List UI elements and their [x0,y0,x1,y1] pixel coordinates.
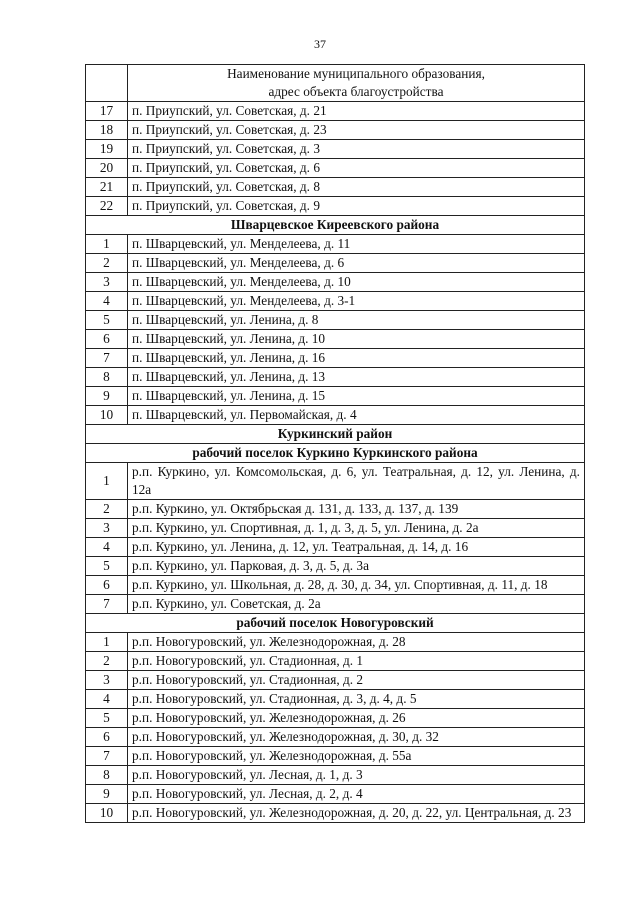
row-address: п. Приупский, ул. Советская, д. 6 [128,159,585,178]
table-row [86,197,585,216]
row-address: р.п. Куркино, ул. Спортивная, д. 1, д. 3, д. 5, ул. Ленина, д. 2а [128,519,585,538]
table-row [86,538,585,557]
row-address: р.п. Новогуровский, ул. Железнодорожная, д. 30, д. 32 [128,728,585,747]
row-number: 10 [86,406,128,425]
row-number: 3 [86,671,128,690]
table-row [86,595,585,614]
row-number: 22 [86,197,128,216]
table-row [86,709,585,728]
table-row [86,785,585,804]
row-address: п. Шварцевский, ул. Ленина, д. 16 [128,349,585,368]
row-number: 20 [86,159,128,178]
section-row [86,614,585,633]
row-number: 2 [86,652,128,671]
section-row [86,216,585,235]
table-row [86,102,585,121]
table-row [86,235,585,254]
row-number: 17 [86,102,128,121]
section-row [86,425,585,444]
row-number: 3 [86,273,128,292]
row-number: 1 [86,235,128,254]
table-row [86,387,585,406]
table-row [86,671,585,690]
row-number: 8 [86,766,128,785]
table-row [86,178,585,197]
row-address: р.п. Куркино, ул. Советская, д. 2а [128,595,585,614]
table-row [86,330,585,349]
row-address: п. Шварцевский, ул. Ленина, д. 8 [128,311,585,330]
row-address: п. Шварцевский, ул. Менделеева, д. 3-1 [128,292,585,311]
table-row [86,519,585,538]
section-heading-kurkino: рабочий поселок Куркино Куркинского района [86,444,585,463]
row-number: 4 [86,690,128,709]
table-row [86,690,585,709]
page-number: 37 [314,37,326,51]
row-number: 5 [86,311,128,330]
row-address: р.п. Новогуровский, ул. Стадионная, д. 2 [128,671,585,690]
row-number: 1 [86,633,128,652]
row-number: 9 [86,785,128,804]
row-address: п. Шварцевский, ул. Ленина, д. 15 [128,387,585,406]
table-row [86,766,585,785]
row-address: п. Приупский, ул. Советская, д. 21 [128,102,585,121]
table-row [86,652,585,671]
section-heading-kurkinsky: Куркинский район [86,425,585,444]
section-row [86,444,585,463]
row-number: 21 [86,178,128,197]
row-number: 1 [86,463,128,500]
row-address: п. Приупский, ул. Советская, д. 3 [128,140,585,159]
row-address: р.п. Новогуровский, ул. Лесная, д. 1, д. 3 [128,766,585,785]
row-address: р.п. Новогуровский, ул. Стадионная, д. 1 [128,652,585,671]
table-row [86,633,585,652]
row-number: 19 [86,140,128,159]
section-heading-shvartsevskoe: Шварцевское Киреевского района [86,216,585,235]
row-address: р.п. Куркино, ул. Ленина, д. 12, ул. Театральная, д. 14, д. 16 [128,538,585,557]
row-address: п. Шварцевский, ул. Менделеева, д. 10 [128,273,585,292]
row-number: 3 [86,519,128,538]
row-number: 6 [86,728,128,747]
row-number: 5 [86,557,128,576]
row-address: р.п. Куркино, ул. Школьная, д. 28, д. 30, д. 34, ул. Спортивная, д. 11, д. 18 [128,576,585,595]
table-row [86,804,585,823]
header-line-2: адрес объекта благоустройства [268,84,444,99]
table-row [86,406,585,425]
row-address: р.п. Новогуровский, ул. Стадионная, д. 3, д. 4, д. 5 [128,690,585,709]
row-address: п. Шварцевский, ул. Ленина, д. 13 [128,368,585,387]
row-address: п. Приупский, ул. Советская, д. 8 [128,178,585,197]
table-row [86,368,585,387]
row-address: п. Шварцевский, ул. Первомайская, д. 4 [128,406,585,425]
header-number-cell [86,65,128,102]
table-row [86,292,585,311]
table-row [86,273,585,292]
row-number: 9 [86,387,128,406]
table-row [86,349,585,368]
row-address: п. Шварцевский, ул. Ленина, д. 10 [128,330,585,349]
table-header-row [86,65,585,102]
row-address: р.п. Новогуровский, ул. Железнодорожная, д. 20, д. 22, ул. Центральная, д. 23 [128,804,585,823]
address-table [85,64,585,823]
table-row [86,576,585,595]
table-row [86,121,585,140]
row-number: 6 [86,330,128,349]
row-number: 7 [86,349,128,368]
row-number: 7 [86,747,128,766]
table-row [86,159,585,178]
table-row [86,500,585,519]
header-title-cell [128,65,585,102]
table-row [86,140,585,159]
row-number: 18 [86,121,128,140]
table-row [86,747,585,766]
row-number: 4 [86,292,128,311]
row-address: р.п. Куркино, ул. Комсомольская, д. 6, ул. Театральная, д. 12, ул. Ленина, д. 12а [128,463,585,500]
row-number: 6 [86,576,128,595]
row-number: 8 [86,368,128,387]
row-address: р.п. Новогуровский, ул. Железнодорожная, д. 28 [128,633,585,652]
row-address: п. Приупский, ул. Советская, д. 23 [128,121,585,140]
row-number: 7 [86,595,128,614]
section-heading-novogurovsky: рабочий поселок Новогуровский [86,614,585,633]
row-number: 5 [86,709,128,728]
row-address: п. Шварцевский, ул. Менделеева, д. 6 [128,254,585,273]
row-address: р.п. Новогуровский, ул. Железнодорожная, д. 26 [128,709,585,728]
table-row [86,557,585,576]
row-address: п. Шварцевский, ул. Менделеева, д. 11 [128,235,585,254]
row-address: р.п. Новогуровский, ул. Лесная, д. 2, д. 4 [128,785,585,804]
table-row [86,463,585,500]
table-row [86,254,585,273]
row-number: 10 [86,804,128,823]
row-address: р.п. Новогуровский, ул. Железнодорожная, д. 55а [128,747,585,766]
row-number: 2 [86,254,128,273]
table-row [86,728,585,747]
row-number: 2 [86,500,128,519]
row-number: 4 [86,538,128,557]
header-line-1: Наименование муниципального образования, [227,66,485,81]
row-address: п. Приупский, ул. Советская, д. 9 [128,197,585,216]
table-row [86,311,585,330]
row-address: р.п. Куркино, ул. Парковая, д. 3, д. 5, д. 3а [128,557,585,576]
row-address: р.п. Куркино, ул. Октябрьская д. 131, д. 133, д. 137, д. 139 [128,500,585,519]
